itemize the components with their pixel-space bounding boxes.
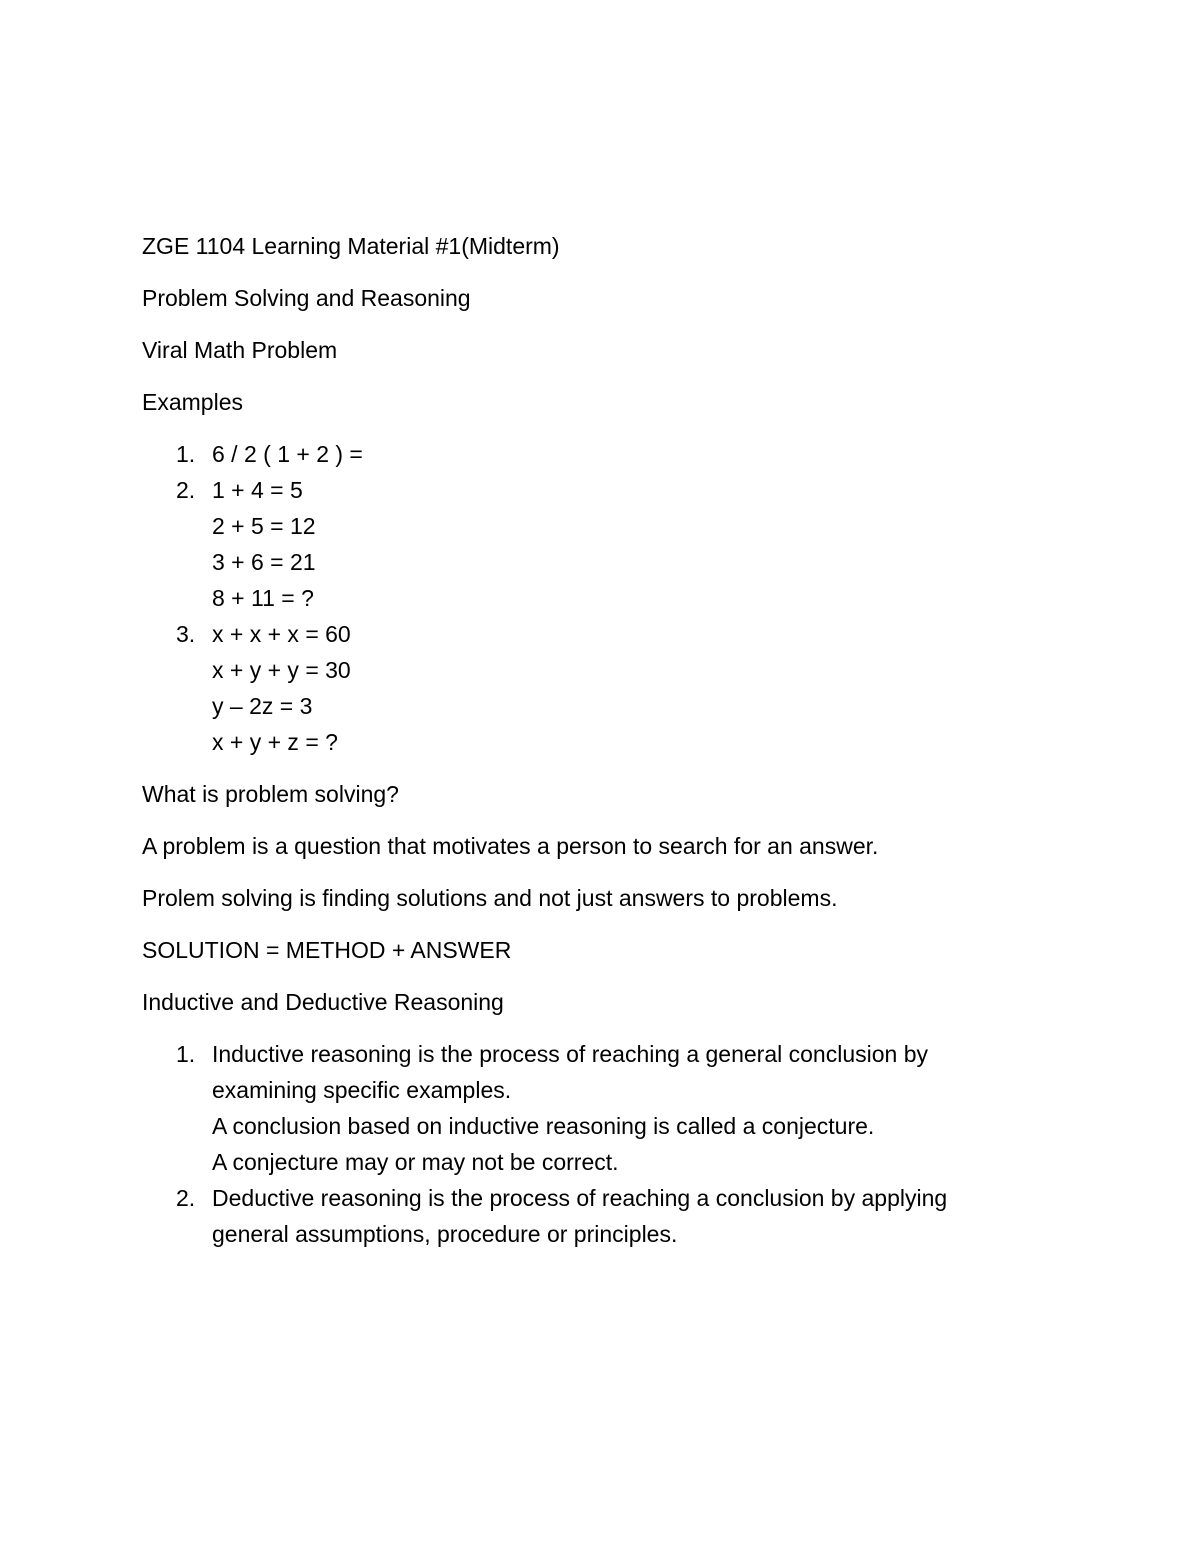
list-number: 1.: [176, 1041, 196, 1067]
question-heading: What is problem solving?: [142, 781, 399, 807]
list-item: [142, 616, 1042, 760]
example-line: 2 + 5 = 12: [212, 513, 316, 539]
example-line: x + x + x = 60: [212, 621, 351, 647]
list-item: [142, 1036, 1042, 1180]
list-number: 2.: [176, 1185, 196, 1211]
reasoning-heading: Inductive and Deductive Reasoning: [142, 989, 504, 1015]
document-title: ZGE 1104 Learning Material #1(Midterm): [142, 233, 560, 259]
reasoning-line: A conjecture may or may not be correct.: [212, 1149, 619, 1175]
example-line: 1 + 4 = 5: [212, 477, 303, 503]
list-number: 3.: [176, 621, 196, 647]
example-line: y – 2z = 3: [212, 693, 313, 719]
section-heading-viral-math: Viral Math Problem: [142, 337, 338, 363]
examples-list: [142, 436, 1042, 760]
list-number: 1.: [176, 441, 196, 467]
example-line: x + y + y = 30: [212, 657, 351, 683]
reasoning-line: examining specific examples.: [212, 1077, 512, 1103]
list-item: [142, 1180, 1042, 1252]
definition-problem-solving: Prolem solving is finding solutions and not just answers to problems.: [142, 885, 838, 911]
example-line: 3 + 6 = 21: [212, 549, 316, 575]
examples-heading: Examples: [142, 389, 243, 415]
reasoning-line: Deductive reasoning is the process of reaching a conclusion by applying: [212, 1185, 948, 1211]
document-body: [142, 228, 1042, 1268]
reasoning-line: general assumptions, procedure or principles.: [212, 1221, 678, 1247]
example-line: x + y + z = ?: [212, 729, 338, 755]
list-number: 2.: [176, 477, 196, 503]
list-item: [142, 472, 1042, 616]
example-line: 6 / 2 ( 1 + 2 ) =: [212, 441, 363, 467]
solution-formula: SOLUTION = METHOD + ANSWER: [142, 937, 512, 963]
example-line: 8 + 11 = ?: [212, 585, 314, 611]
reasoning-list: [142, 1036, 1042, 1252]
reasoning-line: A conclusion based on inductive reasoning is called a conjecture.: [212, 1113, 875, 1139]
list-item: [142, 436, 1042, 472]
document-subtitle: Problem Solving and Reasoning: [142, 285, 471, 311]
definition-problem: A problem is a question that motivates a person to search for an answer.: [142, 833, 879, 859]
reasoning-line: Inductive reasoning is the process of reaching a general conclusion by: [212, 1041, 928, 1067]
